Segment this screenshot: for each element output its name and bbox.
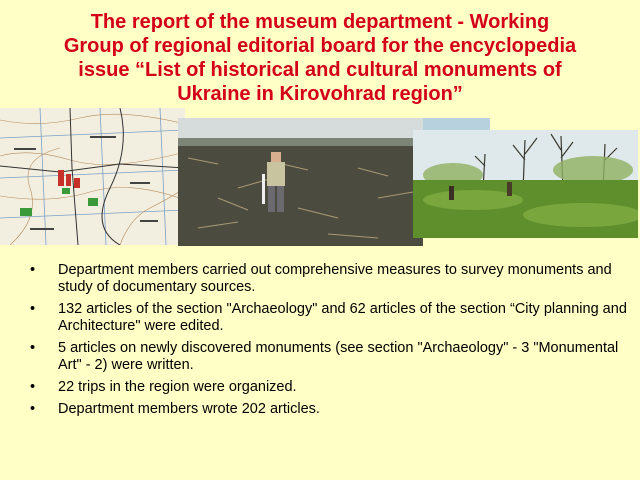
photo-collage [0,108,640,248]
bullet-text: 22 trips in the region were organized. [58,379,297,395]
bullet-symbol: • [30,340,36,356]
slide-title [20,10,620,106]
list-item [30,401,630,418]
bullet-text: 5 articles on newly discovered monuments (see section "Archaeology" - 3 "Monumental Art" - 2) were written. [58,340,619,373]
list-item [30,379,630,396]
list-item [30,262,630,296]
map-drawing [0,108,185,245]
meadow-drawing [413,130,638,238]
field-photo [178,118,423,246]
bullet-text: Department members wrote 202 articles. [58,401,320,417]
title-line: Group of regional editorial board for the encyclopedia [63,35,577,57]
bullet-text: 132 articles of the section "Archaeology" and 62 articles of the section “City planning and Architecture" were edited. [58,301,627,334]
title-line: Ukraine in Kirovohrad region” [177,83,463,105]
title-line: issue “List of historical and cultural monuments of [78,59,562,81]
meadow-photo [413,130,638,238]
bullet-symbol: • [30,379,36,395]
bullet-symbol: • [30,401,36,417]
bullet-text: Department members carried out comprehensive measures to survey monuments and study of documentary sources. [58,262,612,295]
title-line: The report of the museum department - Working [90,11,550,33]
map-photo [0,108,185,245]
bullet-symbol: • [30,262,36,278]
report-bullet-list [30,262,630,423]
field-drawing [178,118,423,246]
list-item [30,340,630,374]
list-item [30,301,630,335]
bullet-symbol: • [30,301,36,317]
